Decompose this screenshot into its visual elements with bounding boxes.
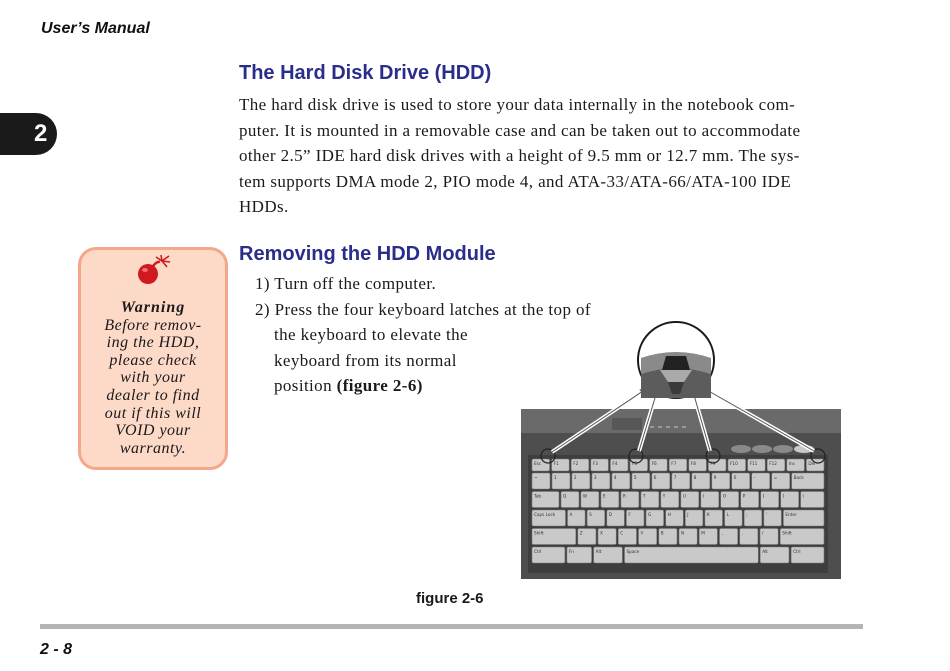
key-label: ' <box>765 512 767 517</box>
keyboard-top-strip <box>521 409 841 433</box>
warning-line: out if this will <box>104 404 202 422</box>
paragraph-line: puter. It is mounted in a removable case and can be taken out to accommodate <box>239 120 801 140</box>
key-label: X <box>600 530 603 536</box>
keyboard-illustration <box>500 318 845 583</box>
key-label: F6 <box>651 461 657 466</box>
paragraph-line: other 2.5” IDE hard disk drives with a height of 9.5 mm or 12.7 mm. The sys- <box>239 146 800 165</box>
step-1: 1) Turn off the computer. <box>255 274 437 293</box>
key-label: 6 <box>653 475 657 480</box>
key-label: 5 <box>633 475 637 480</box>
step-2-line: 2) Press the four keyboard latches at the top of <box>255 299 591 319</box>
key-label: S <box>589 512 592 517</box>
key-label: V <box>640 530 644 536</box>
key-label: C <box>620 530 624 536</box>
key-label: F2 <box>573 461 579 466</box>
key-label: N <box>681 530 685 536</box>
key-label: F9 <box>710 461 716 466</box>
key-label: D <box>608 512 613 517</box>
key-label: F8 <box>690 461 696 466</box>
latch-magnifier <box>638 322 714 398</box>
keyboard-keys <box>532 459 824 563</box>
key-label: 1 <box>554 475 557 480</box>
key-label: A <box>569 512 573 517</box>
paragraph-line: The hard disk drive is used to store your data internally in the notebook com- <box>239 95 796 114</box>
key-label: F7 <box>671 461 677 466</box>
bomb-icon <box>134 254 172 288</box>
key-label: O <box>722 493 726 499</box>
key-label: H <box>667 512 671 517</box>
key-label: L <box>726 512 729 517</box>
step-2-line: the keyboard to elevate the <box>274 325 468 344</box>
key-label: Q <box>563 493 567 499</box>
key-label: / <box>762 530 764 536</box>
key-label: Ins <box>788 461 795 466</box>
key-label: R <box>622 493 626 499</box>
key-label: F <box>628 512 631 517</box>
figure-reference: (figure 2-6) <box>336 376 423 395</box>
warning-box <box>78 247 228 470</box>
key-label: Ctrl <box>534 549 542 554</box>
key-label: F4 <box>612 461 618 466</box>
key-label: ; <box>746 512 748 517</box>
warning-line: warranty. <box>119 439 187 457</box>
key-label: B <box>660 530 664 536</box>
key-label: [ <box>762 493 765 499</box>
chapter-number: 2 <box>34 120 48 147</box>
key-label: Back <box>793 475 804 480</box>
warning-line: ing the HDD, <box>106 334 200 352</box>
key-label: Alt <box>595 549 602 554</box>
key-label: F1 <box>553 461 559 466</box>
warning-line: Before remov- <box>104 316 202 334</box>
key-label: F12 <box>769 461 777 466</box>
keyboard-figure <box>500 318 845 588</box>
key-label: Shift <box>782 530 792 536</box>
page-number: 2 - 8 <box>40 641 73 658</box>
key-label: Caps Lock <box>534 512 556 517</box>
key-label: Del <box>808 461 816 466</box>
key-label: Esc <box>534 461 542 466</box>
key-label: ] <box>782 493 785 499</box>
paragraph-line: tem supports DMA mode 2, PIO mode 4, and ATA-33/ATA-66/ATA-100 IDE <box>239 171 792 191</box>
key-label: Ctrl <box>793 549 801 554</box>
warning-line: VOID your <box>115 422 191 440</box>
chapter-tab <box>0 113 57 155</box>
key-label: 4 <box>613 475 617 480</box>
section-heading-removing: Removing the HDD Module <box>239 243 496 265</box>
warning-text <box>81 299 225 457</box>
key-label: Shift <box>534 530 544 536</box>
warning-line: dealer to find <box>106 386 200 404</box>
key-label: 2 <box>573 475 577 480</box>
key-label: U <box>682 493 686 499</box>
figure-caption: figure 2-6 <box>416 590 484 607</box>
key-cap <box>625 547 759 563</box>
key-cap <box>801 492 824 508</box>
warning-line: please check <box>109 351 197 369</box>
key-label: , <box>721 530 723 536</box>
section-heading-hdd: The Hard Disk Drive (HDD) <box>239 62 492 84</box>
key-label: W <box>582 493 588 499</box>
key-label: 9 <box>713 475 717 480</box>
key-label: 7 <box>673 475 677 480</box>
warning-title: Warning <box>120 299 186 316</box>
key-label: = <box>773 475 778 480</box>
key-label: Fn <box>568 549 574 554</box>
power-button-area <box>612 418 642 430</box>
key-label: F11 <box>749 461 758 466</box>
step-2-text: position <box>274 376 337 395</box>
key-label: Enter <box>785 512 797 517</box>
key-label: E <box>602 493 606 499</box>
key-label: Alt <box>762 549 768 554</box>
key-label: \ <box>802 493 805 499</box>
key-label: Space <box>626 549 640 554</box>
key-label: 8 <box>693 475 697 480</box>
key-label: J <box>687 512 689 517</box>
key-label: F5 <box>632 461 638 466</box>
key-label: M <box>701 530 705 536</box>
paragraph-line: HDDs. <box>239 197 289 216</box>
key-label: P <box>742 493 746 499</box>
key-label: T <box>642 493 646 499</box>
key-label: Z <box>579 530 583 536</box>
footer-rule <box>40 624 863 629</box>
key-label: Tab <box>534 493 542 499</box>
key-label: G <box>648 512 652 517</box>
key-label: ~ <box>534 475 538 480</box>
key-label: - <box>753 475 756 480</box>
key-label: K <box>706 512 710 517</box>
key-label: Y <box>662 493 666 499</box>
running-header: User’s Manual <box>41 20 150 37</box>
key-label: 0 <box>733 475 737 480</box>
key-label: I <box>702 493 705 499</box>
key-label: . <box>741 530 744 536</box>
step-2-line: keyboard from its normal <box>274 350 457 370</box>
key-label: 3 <box>593 475 597 480</box>
warning-line: with your <box>120 369 186 387</box>
key-label: F10 <box>730 461 738 466</box>
hdd-description <box>239 92 854 220</box>
key-label: F3 <box>592 461 598 466</box>
